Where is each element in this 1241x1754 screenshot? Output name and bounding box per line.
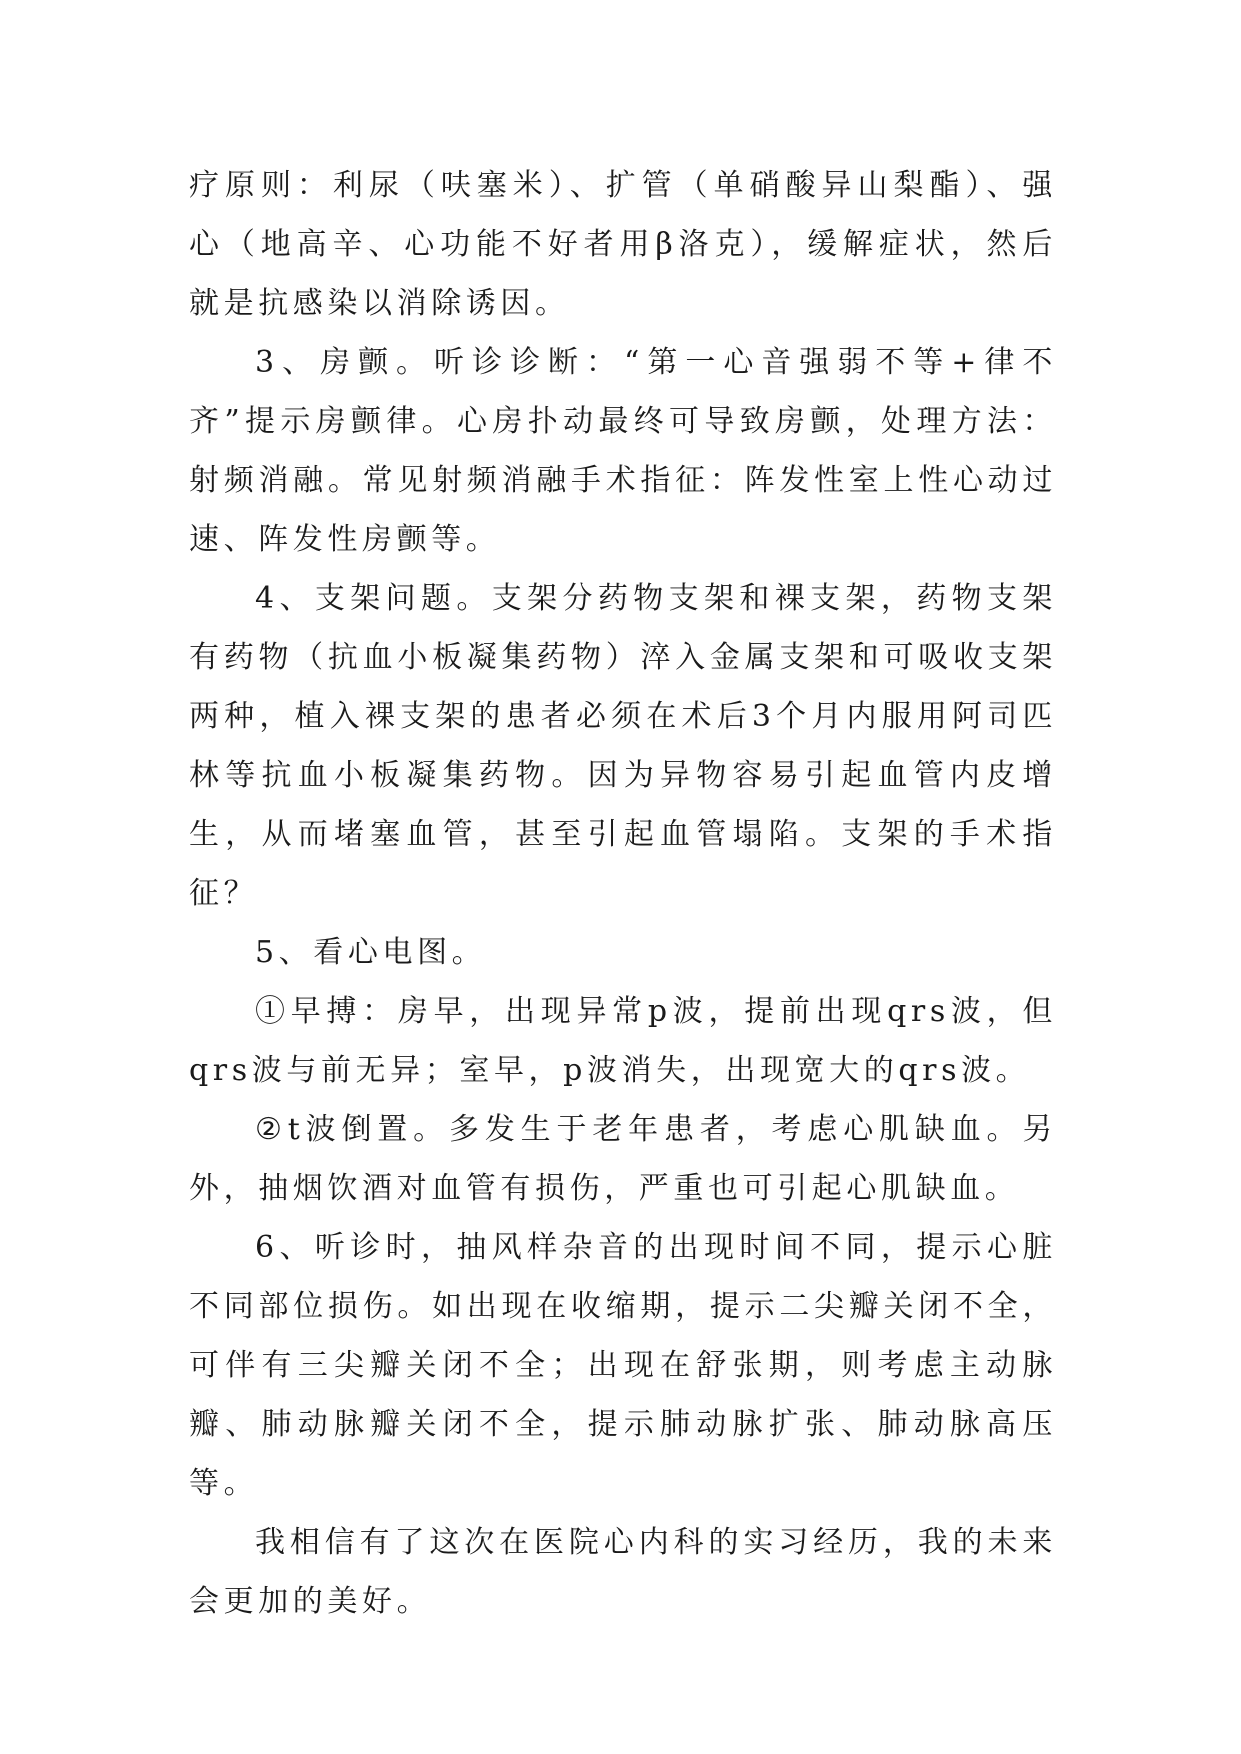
paragraph-stent: 4、支架问题。支架分药物支架和裸支架，药物支架有药物（抗血小板凝集药物）淬入金属支架和可吸收支架两种，植入裸支架的患者必须在术后3个月内服用阿司匹林等抗血小板凝集药物。因为异物容易引起血管内皮增生，从而堵塞血管，甚至引起血管塌陷。支架的手术指征？ [189,581,1057,911]
paragraph-auscultation: 6、听诊时，抽风样杂音的出现时间不同，提示心脏不同部位损伤。如出现在收缩期，提示二尖瓣关闭不全，可伴有三尖瓣关闭不全；出现在舒张期，则考虑主动脉瓣、肺动脉瓣关闭不全，提示肺动脉扩张、肺动脉高压等。 [189,1230,1057,1501]
paragraph-conclusion: 我相信有了这次在医院心内科的实习经历，我的未来会更加的美好。 [189,1525,1057,1619]
paragraph-t-wave: ②t波倒置。多发生于老年患者，考虑心肌缺血。另外，抽烟饮酒对血管有损伤，严重也可引起心肌缺血。 [189,1112,1057,1206]
paragraph-atrial-fibrillation: 3、房颤。听诊诊断：“第一心音强弱不等+律不齐”提示房颤律。心房扑动最终可导致房颤，处理方法：射频消融。常见射频消融手术指征：阵发性室上性心动过速、阵发性房颤等。 [189,345,1057,557]
paragraph-treatment-principles: 疗原则：利尿（呋塞米）、扩管（单硝酸异山梨酯）、强心（地高辛、心功能不好者用β洛克），缓解症状，然后就是抗感染以消除诱因。 [189,168,1057,321]
paragraph-premature-beat: ①早搏：房早，出现异常p波，提前出现qrs波，但qrs波与前无异；室早，p波消失，出现宽大的qrs波。 [189,994,1057,1088]
document-body [189,156,1057,1631]
paragraph-ecg-heading: 5、看心电图。 [255,935,487,970]
